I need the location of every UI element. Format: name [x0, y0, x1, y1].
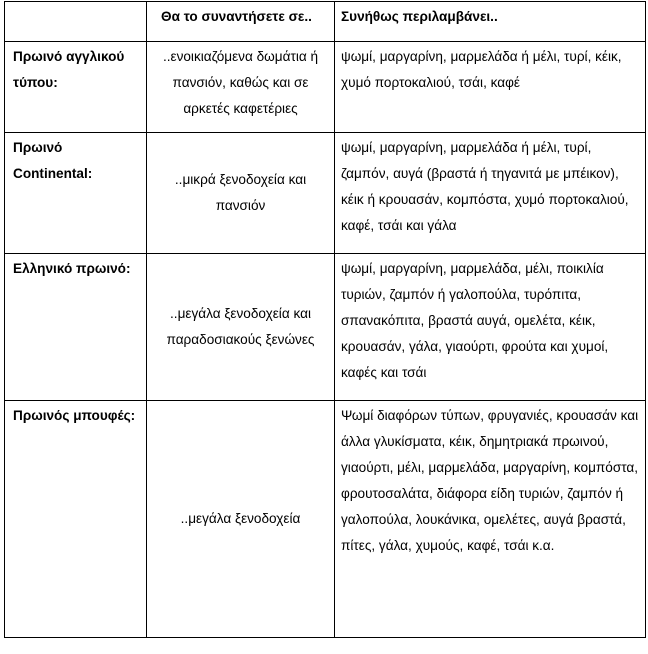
breakfast-types-table: [4, 1, 646, 638]
header-empty-cell: [5, 2, 147, 42]
row-contents: ψωμί, μαργαρίνη, μαρμελάδα, μέλι, ποικιλία τυριών, ζαμπόν ή γαλοπούλα, τυρόπιτα, σπανακόπιτα, βραστά αυγά, ομελέτα, κέικ, κρουασάν, γάλα, γιαούρτι, φρούτα και χυμοί, καφές και τσάι: [335, 254, 646, 401]
row-label: Πρωινός μπουφές:: [5, 401, 147, 638]
row-label: Πρωινό αγγλικού τύπου:: [5, 42, 147, 133]
row-contents: Ψωμί διαφόρων τύπων, φρυγανιές, κρουασάν και άλλα γλυκίσματα, κέικ, δημητριακά πρωινού, γιαούρτι, μέλι, μαρμελάδα, μαργαρίνη, κομπόστα, φρουτοσαλάτα, διάφορα είδη τυριών, ζαμπόν ή γαλοπούλα, λουκάνικα, ομελέτες, αυγά βραστά, πίτες, γάλα, χυμούς, καφέ, τσάι κ.α.: [335, 401, 646, 638]
row-label: Πρωινό Continental:: [5, 133, 147, 254]
row-where: ..μικρά ξενοδοχεία και πανσιόν: [147, 133, 335, 254]
row-contents: ψωμί, μαργαρίνη, μαρμελάδα ή μέλι, τυρί, ζαμπόν, αυγά (βραστά ή τηγανιτά με μπέικον), κέικ ή κρουασάν, κομπόστα, χυμό πορτοκαλιού, καφέ, τσάι και γάλα: [335, 133, 646, 254]
table-row: [5, 254, 646, 401]
table-header-row: [5, 2, 646, 42]
row-where: ..μεγάλα ξενοδοχεία: [147, 401, 335, 638]
row-where: ..ενοικιαζόμενα δωμάτια ή πανσιόν, καθώς και σε αρκετές καφετέριες: [147, 42, 335, 133]
table-row: [5, 133, 646, 254]
row-contents: ψωμί, μαργαρίνη, μαρμελάδα ή μέλι, τυρί, κέικ, χυμό πορτοκαλιού, τσάι, καφέ: [335, 42, 646, 133]
header-where: Θα το συναντήσετε σε..: [147, 2, 335, 42]
row-label: Ελληνικό πρωινό:: [5, 254, 147, 401]
row-where: ..μεγάλα ξενοδοχεία και παραδοσιακούς ξενώνες: [147, 254, 335, 401]
header-contents: Συνήθως περιλαμβάνει..: [335, 2, 646, 42]
table-row: [5, 401, 646, 638]
table-row: [5, 42, 646, 133]
